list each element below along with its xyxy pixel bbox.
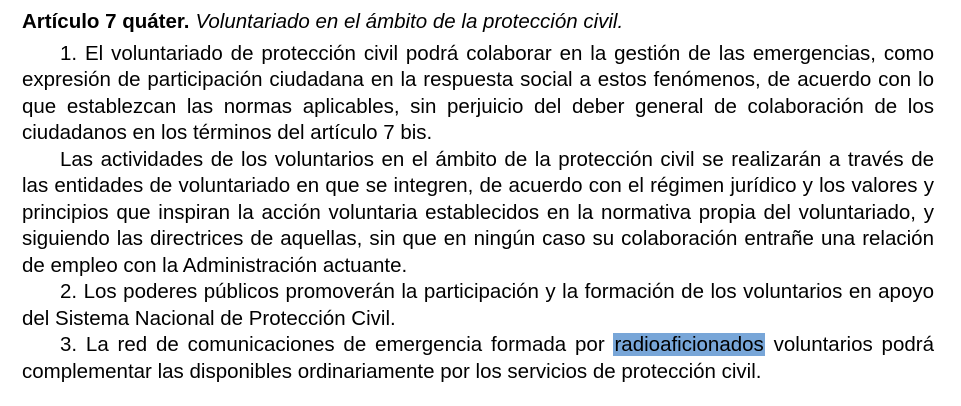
article-title: Voluntariado en el ámbito de la protección civil. xyxy=(195,10,624,33)
article-number: Artículo 7 quáter. xyxy=(22,10,190,33)
selected-text-highlight[interactable]: radioaficionados xyxy=(614,333,764,356)
paragraph-1-continued[interactable]: Las actividades de los voluntarios en el ámbito de la protección civil se realizarán a través de las entidades de voluntariado en que se integren, de acuerdo con el régimen jurídico y los valores y principios que inspiran la acción voluntaria establecidos en la normativa propia del voluntariado, y siguiendo las directrices de aquellas, sin que en ningún caso su colaboración entrañe una relación de empleo con la Administración actuante. xyxy=(22,147,934,277)
paragraph-3-text-before: 3. La red de comunicaciones de emergencia formada por xyxy=(60,333,614,356)
article-heading xyxy=(22,9,934,36)
paragraph-3-text-after: voluntarios podrá complementar las disponibles ordinariamente por los servicios de protección civil. xyxy=(22,333,934,383)
paragraph-3[interactable] xyxy=(22,332,934,385)
paragraph-2[interactable]: 2. Los poderes públicos promoverán la participación y la formación de los voluntarios en apoyo del Sistema Nacional de Protección Civil. xyxy=(22,280,934,330)
paragraph-1[interactable]: 1. El voluntariado de protección civil podrá colaborar en la gestión de las emergencias, como expresión de participación ciudadana en la respuesta social a estos fenómenos, de acuerdo con lo que establezcan las normas aplicables, sin perjuicio del deber general de colaboración de los ciudadanos en los términos del artículo 7 bis. xyxy=(22,41,934,144)
